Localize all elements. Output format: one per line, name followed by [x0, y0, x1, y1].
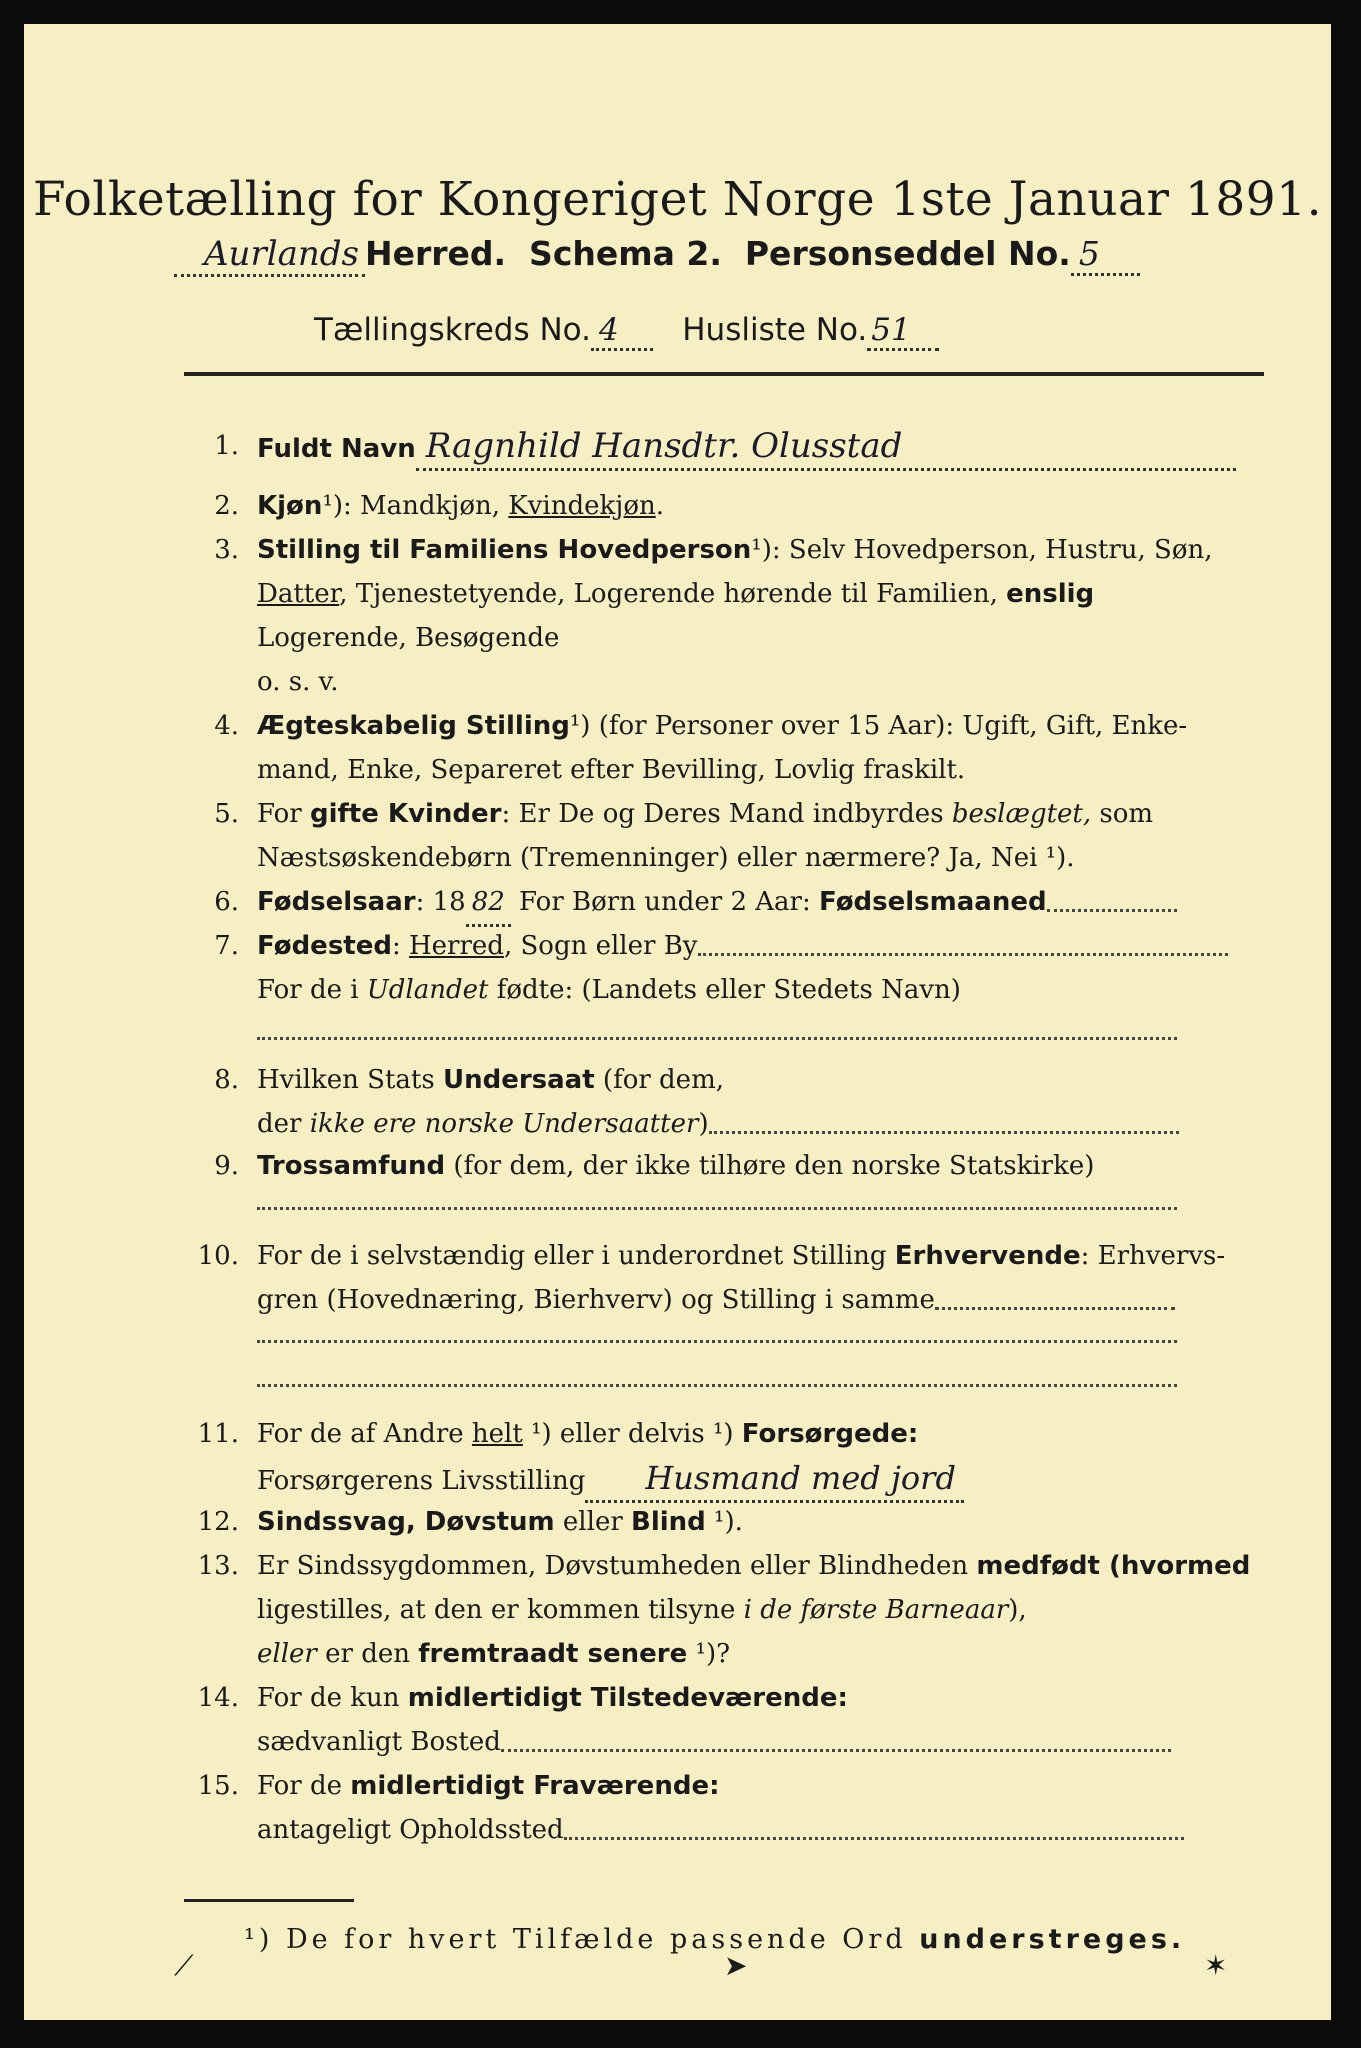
pen-mark-icon: ✶	[1204, 1949, 1228, 1982]
blank-line-10b	[179, 1366, 1269, 1387]
selected-option: helt	[471, 1419, 523, 1449]
item-label: Forsørgede	[741, 1419, 908, 1449]
item-text: Næstsøskendebørn (Tremenninger) eller nærmere? Ja, Nei ¹).	[257, 843, 1075, 873]
item-number: 2.	[214, 491, 239, 521]
item-text: For	[257, 799, 310, 829]
item-number: 5.	[214, 799, 239, 829]
item-text: .	[655, 491, 664, 521]
item-text: ikke ere norske Undersaatter	[309, 1109, 699, 1139]
birth-year-value: 82	[466, 880, 511, 927]
footnote-text: ¹) De for hvert Tilfælde passende Ord	[244, 1924, 920, 1955]
full-name-value: Ragnhild Hansdtr. Olusstad	[416, 424, 1236, 471]
item-text: beslægtet,	[951, 799, 1092, 829]
item-text: er den	[316, 1639, 419, 1669]
item-label: Undersaat	[442, 1065, 595, 1095]
item-text: enslig	[1006, 579, 1095, 609]
item-label: Fuldt Navn	[257, 434, 416, 464]
item-number: 6.	[214, 887, 239, 917]
item-text: : 18	[415, 887, 466, 917]
item-text: antageligt Opholdssted	[257, 1815, 564, 1845]
item-text: ¹) eller delvis ¹)	[522, 1419, 742, 1449]
item-text: ¹)?	[687, 1639, 731, 1669]
item-label: Trossamfund	[257, 1151, 446, 1181]
item-text: For de i selvstændig eller i underordnet Stilling	[257, 1241, 895, 1271]
item-label: Fødselsaar	[257, 887, 416, 917]
item-label: Ægteskabelig Stilling	[257, 711, 570, 741]
blank-line-10a	[179, 1322, 1269, 1343]
item-text: For de i	[257, 975, 367, 1005]
form-title: Folketælling for Kongeriget Norge 1ste Januar 1891.	[32, 172, 1323, 227]
selected-option: Kvindekjøn	[508, 491, 656, 521]
item-label: Blind	[631, 1507, 706, 1537]
item-text: (for dem,	[594, 1065, 724, 1095]
item-text: sædvanligt Bosted	[257, 1727, 501, 1757]
item-label: fremtraadt senere	[418, 1639, 688, 1669]
item-text: : Erhvervs-	[1080, 1241, 1226, 1271]
item-label: Erhvervende	[894, 1241, 1081, 1271]
item-number: 11.	[197, 1419, 239, 1449]
item-text: ¹): Selv Hovedperson, Hustru, Søn,	[751, 535, 1213, 565]
item-text: (for dem, der ikke tilhøre den norske Statskirke)	[445, 1151, 1095, 1181]
item-label: midlertidigt Tilstedeværende	[407, 1683, 838, 1713]
item-text: eller	[257, 1639, 317, 1669]
item-text: Er Sindssygdommen, Døvstumheden eller Blindheden	[257, 1551, 977, 1581]
item-number: 10.	[197, 1241, 239, 1271]
personseddel-value: 5	[1071, 234, 1140, 276]
item-label: medfødt	[976, 1551, 1100, 1581]
item-text: , Sogn eller By	[503, 931, 698, 961]
item-text: ),	[1008, 1595, 1027, 1625]
item-label: midlertidigt Fraværende	[350, 1771, 710, 1801]
provider-occupation-value: Husmand med jord	[585, 1456, 964, 1503]
item-label: Stilling til Familiens Hovedperson	[257, 535, 752, 565]
husliste-label: Husliste No.	[682, 312, 868, 348]
item-number: 1.	[214, 431, 239, 461]
item-number: 13.	[197, 1551, 239, 1581]
blank-field	[698, 939, 1228, 956]
blank-field	[1047, 895, 1177, 912]
item-label: gifte Kvinder	[309, 799, 502, 829]
item-text: gren (Hovednæring, Bierhverv) og Stilling i samme	[257, 1285, 935, 1315]
item-text: eller	[554, 1507, 632, 1537]
footnote	[244, 1924, 1185, 1955]
item-label: Sindssvag, Døvstum	[257, 1507, 555, 1537]
item-text: Udlandet	[366, 975, 489, 1005]
item-text: ¹).	[705, 1507, 743, 1537]
item-text: Logerende, Besøgende	[257, 623, 560, 653]
item-label: Fødselsmaaned	[818, 887, 1047, 917]
herred-value: Aurlands	[174, 234, 365, 277]
item-text: : Er De og Deres Mand indbyrdes	[501, 799, 952, 829]
selected-option: Datter	[257, 579, 340, 609]
husliste-value: 51	[867, 312, 938, 351]
item-text: o. s. v.	[257, 667, 339, 697]
item-number: 3.	[214, 535, 239, 565]
footnote-text: understreges.	[919, 1924, 1186, 1955]
header-line-2	[314, 312, 939, 351]
item-text: Forsørgerens Livsstilling	[257, 1466, 586, 1496]
item-text: Hvilken Stats	[257, 1065, 443, 1095]
item-text: :	[837, 1683, 848, 1713]
herred-label: Herred.	[364, 234, 507, 273]
selected-option: Herred	[409, 931, 504, 961]
item-text: (hvormed	[1099, 1551, 1251, 1581]
blank-line-7	[179, 1019, 1269, 1040]
item-number: 7.	[214, 931, 239, 961]
blank-field	[709, 1117, 1179, 1134]
item-text: som	[1091, 799, 1154, 829]
item-text: For de	[257, 1771, 351, 1801]
item-text: mand, Enke, Separeret efter Bevilling, Lovlig fraskilt.	[257, 755, 966, 785]
item-text: ¹) (for Personer over 15 Aar): Ugift, Gift, Enke-	[569, 711, 1188, 741]
item-label: Fødested	[257, 931, 392, 961]
item-text: :	[391, 931, 409, 961]
item-text: i de første Barneaar	[743, 1595, 1009, 1625]
schema-label: Schema 2.	[529, 234, 722, 273]
census-form	[24, 24, 1331, 2020]
item-text: )	[698, 1109, 709, 1139]
item-label: Kjøn	[257, 491, 323, 521]
blank-field	[564, 1823, 1184, 1840]
header-line-1	[174, 234, 1140, 277]
kreds-value: 4	[591, 312, 653, 351]
item-number: 12.	[197, 1507, 239, 1537]
item-text: For de af Andre	[257, 1419, 472, 1449]
kreds-label: Tællingskreds No.	[314, 312, 591, 348]
item-number: 8.	[214, 1065, 239, 1095]
item-number: 4.	[214, 711, 239, 741]
item-text: For de kun	[257, 1683, 408, 1713]
item-text: , Tjenestetyende, Logerende hørende til Familien,	[339, 579, 1007, 609]
footnote-rule	[184, 1899, 354, 1902]
item-text: :	[907, 1419, 919, 1449]
item-text: der	[257, 1109, 310, 1139]
personseddel-label: Personseddel No.	[744, 234, 1071, 273]
item-number: 9.	[214, 1151, 239, 1181]
blank-line-9	[179, 1189, 1269, 1210]
item-text: For Børn under 2 Aar:	[510, 887, 819, 917]
item-number: 15.	[197, 1771, 239, 1801]
item-text: ¹): Mandkjøn,	[322, 491, 509, 521]
item-text: fødte: (Landets eller Stedets Navn)	[488, 975, 961, 1005]
pen-mark-icon: ⟋	[174, 1949, 194, 1982]
item-number: 14.	[197, 1683, 239, 1713]
blank-field	[935, 1293, 1175, 1310]
header-rule	[184, 372, 1264, 376]
item-text: ligestilles, at den er kommen tilsyne	[257, 1595, 744, 1625]
item-text: :	[709, 1771, 720, 1801]
pen-mark-icon: ➤	[724, 1949, 748, 1982]
blank-field	[501, 1735, 1171, 1752]
